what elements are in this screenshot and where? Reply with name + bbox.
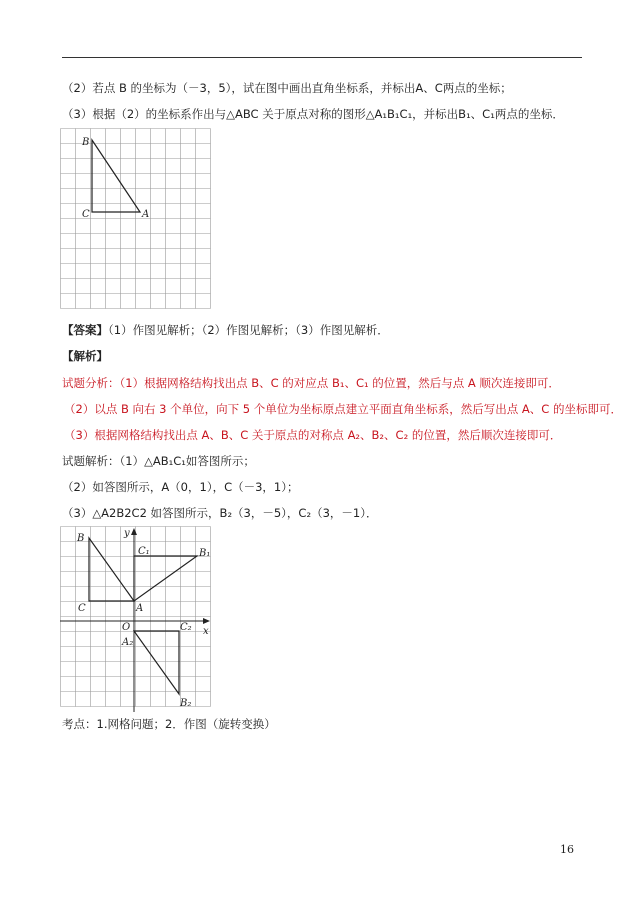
answer-tag: 【答案】 [62, 323, 108, 337]
label-c1: C₁ [138, 546, 150, 557]
answer-line [62, 323, 389, 338]
analysis-red-2: （2）以点 B 向右 3 个单位，向下 5 个单位为坐标原点建立平面直角坐标系，然后写出点 A、C 的坐标即可． [64, 402, 622, 416]
kaodian: 考点：1.网格问题；2．作图（旋转变换） [62, 717, 276, 731]
figure-triangle-grid [60, 128, 220, 314]
page-number: 16 [560, 843, 574, 856]
triangle-abc [92, 140, 140, 212]
solution-1: 试题解析：（1）△AB₁C₁如答图所示； [62, 454, 255, 468]
label-a: A [136, 603, 144, 614]
header-rule [62, 57, 582, 58]
y-axis-arrow [131, 528, 137, 535]
label-y: y [124, 528, 130, 539]
label-b: B [82, 137, 90, 148]
question-2: （2）若点 B 的坐标为（－3，5），试在图中画出直角坐标系，并标出A、C两点的坐标； [62, 81, 512, 95]
label-b2: B₂ [180, 698, 192, 709]
label-b1: B₁ [199, 548, 211, 559]
analysis-tag: 【解析】 [62, 349, 108, 363]
answer-text: （1）作图见解析；（2）作图见解析；（3）作图见解析． [108, 323, 389, 337]
analysis-red-3: （3）根据网格结构找出点 A、B、C 关于原点的对称点 A₂、B₂、C₂ 的位置，然后顺次连接即可． [64, 428, 562, 442]
label-x: x [203, 626, 209, 637]
label-o: O [122, 622, 131, 633]
label-c: C [78, 603, 86, 614]
solution-3: （3）△A2B2C2 如答图所示，B₂（3，－5），C₂（3，－1）． [62, 506, 378, 520]
question-3: （3）根据（2）的坐标系作出与△ABC 关于原点对称的图形△A₁B₁C₁，并标出B₁、C₁两点的坐标． [62, 107, 564, 121]
x-axis-arrow [203, 618, 210, 624]
analysis-red-1: 试题分析：（1）根据网格结构找出点 B、C 的对应点 B₁、C₁ 的位置，然后与点 A 顺次连接即可． [62, 376, 560, 390]
triangle-abc [89, 538, 134, 601]
figure-1-svg [60, 128, 220, 314]
label-c2: C₂ [180, 622, 192, 633]
label-a: A [142, 209, 150, 220]
grid-2 [61, 527, 211, 707]
solution-2: （2）如答图所示，A（0，1），C（－3，1）； [62, 480, 299, 494]
figure-coordinate-grid [60, 526, 220, 712]
figure-2-svg [60, 526, 220, 712]
label-c: C [82, 209, 90, 220]
label-b: B [77, 533, 85, 544]
triangle-a2b2c2 [134, 631, 179, 694]
label-a2: A₂ [122, 637, 134, 648]
